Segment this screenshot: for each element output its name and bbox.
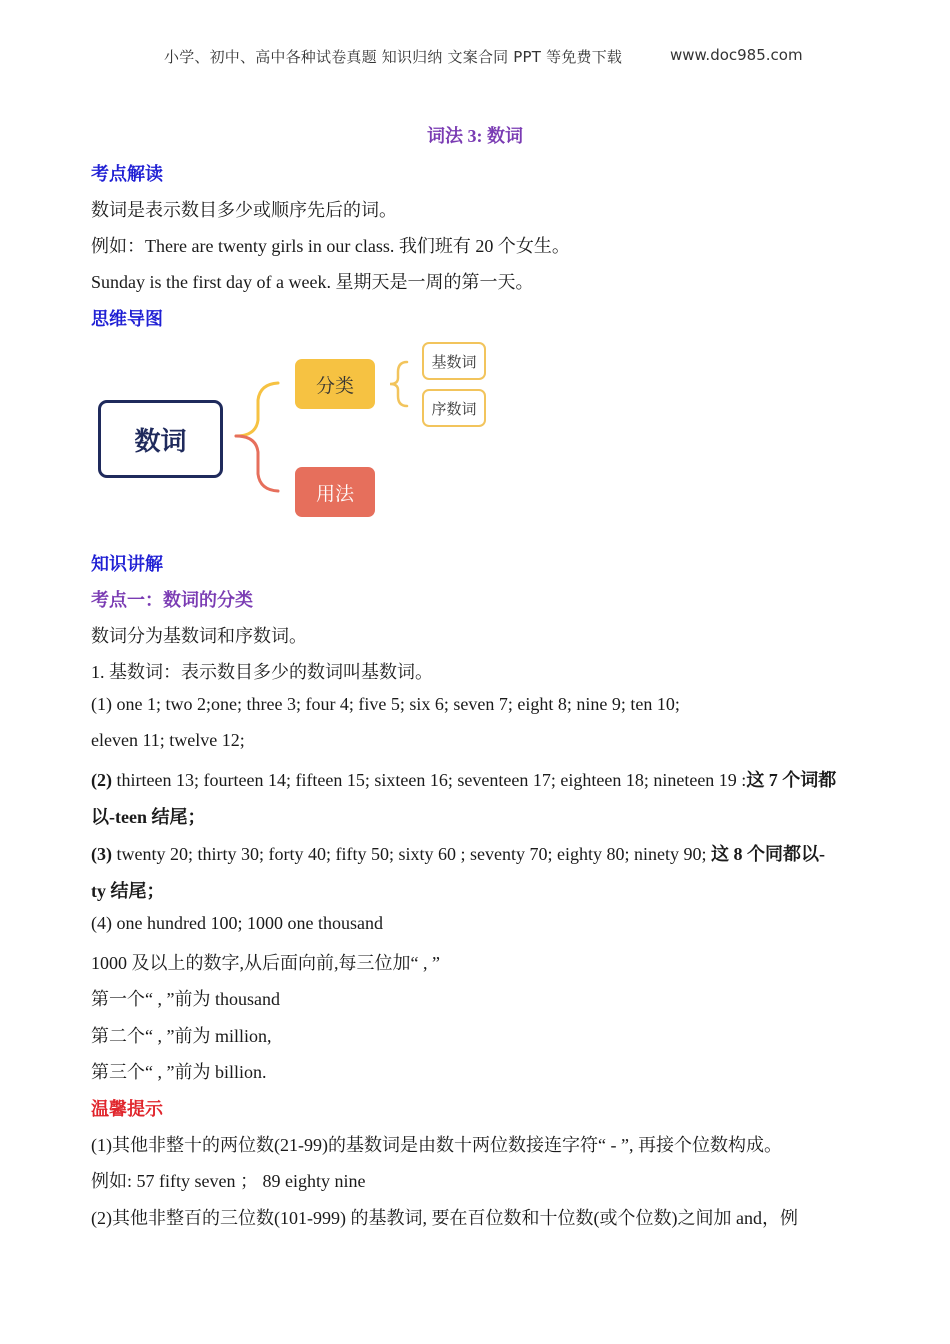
page-title: 词法 3: 数词 bbox=[427, 126, 523, 146]
item-label-3: (3) bbox=[91, 844, 112, 864]
mind-map-leaf-ordinal: 序数词 bbox=[422, 389, 486, 427]
ty-numbers: twenty 20; thirty 30; forty 40; fifty 50; sixty 60 ; seventy 70; eighty 80; ninety 90; bbox=[112, 844, 711, 864]
content-line-6: 以-teen 结尾； bbox=[91, 807, 206, 827]
mind-map-root: 数词 bbox=[98, 400, 223, 478]
intro-line-3: Sunday is the first day of a week. 星期天是一周的第一天。 bbox=[91, 272, 534, 292]
content-line-5 bbox=[91, 766, 836, 792]
teen-note: 这 7 个词都 bbox=[746, 770, 837, 790]
content-line-7 bbox=[91, 840, 825, 866]
content-line-9: (4) one hundred 100; 1000 one thousand bbox=[91, 913, 383, 933]
mind-map-branch-classification: 分类 bbox=[295, 359, 375, 409]
intro-line-1: 数词是表示数目多少或顺序先后的词。 bbox=[91, 200, 397, 220]
intro-line-2: 例如：There are twenty girls in our class. 我们班有 20 个女生。 bbox=[91, 236, 570, 256]
section-wenxin-tishi: 温馨提示 bbox=[91, 1099, 163, 1119]
content-line-12: 第二个“ , ”前为 million, bbox=[91, 1026, 272, 1046]
teen-numbers: thirteen 13; fourteen 14; fifteen 15; sixteen 16; seventeen 17; eighteen 18; nineteen 19 : bbox=[112, 770, 747, 790]
mind-map-branch-usage: 用法 bbox=[295, 467, 375, 517]
content-line-8: ty 结尾； bbox=[91, 881, 165, 901]
content-line-11: 第一个“ , ”前为 thousand bbox=[91, 989, 280, 1009]
section-zhishi-jiangjie: 知识讲解 bbox=[91, 554, 163, 574]
tip-line-1: (1)其他非整十的两位数(21-99)的基数词是由数十两位数接连字符“ - ”, 再接个位数构成。 bbox=[91, 1135, 782, 1155]
section-kaodian-jiedu: 考点解读 bbox=[91, 164, 163, 184]
tip-line-3: (2)其他非整百的三位数(101-999) 的基教词, 要在百位数和十位数(或个位数)之间加 and，例 bbox=[91, 1208, 798, 1228]
content-line-10: 1000 及以上的数字,从后面向前,每三位加“ , ” bbox=[91, 953, 440, 973]
content-line-1: 数词分为基数词和序数词。 bbox=[91, 626, 307, 646]
item-label-2: (2) bbox=[91, 770, 112, 790]
mind-map-leaf-cardinal: 基数词 bbox=[422, 342, 486, 380]
content-line-13: 第三个“ , ”前为 billion. bbox=[91, 1062, 267, 1082]
header-url[interactable]: www.doc985.com bbox=[670, 46, 803, 64]
content-line-2: 1. 基数词：表示数目多少的数词叫基数词。 bbox=[91, 662, 433, 682]
section-kaodian-yi: 考点一：数词的分类 bbox=[91, 590, 253, 610]
content-line-4: eleven 11; twelve 12; bbox=[91, 730, 245, 750]
ty-note: 这 8 个同都以- bbox=[710, 844, 825, 864]
tip-line-2: 例如: 57 fifty seven ； 89 eighty nine bbox=[91, 1171, 366, 1191]
section-siwei-daotu: 思维导图 bbox=[91, 309, 163, 329]
content-line-3: (1) one 1; two 2;one; three 3; four 4; five 5; six 6; seven 7; eight 8; nine 9; ten 10; bbox=[91, 694, 680, 714]
header-text: 小学、初中、高中各种试卷真题 知识归纳 文案合同 PPT 等免费下载 bbox=[164, 48, 623, 66]
